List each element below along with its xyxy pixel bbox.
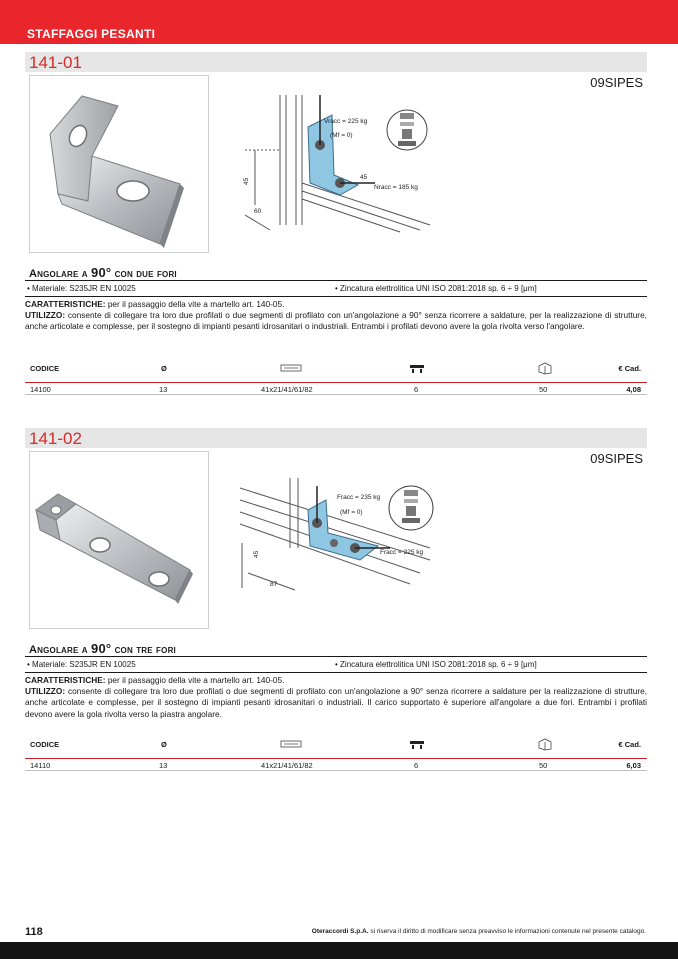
box-icon (537, 737, 553, 751)
technical-drawing (240, 478, 440, 613)
material-spec: • Materiale: S235JR EN 10025 (27, 284, 136, 293)
force-v-label: Vracc = 225 kg (324, 118, 368, 125)
dim-c-label: 60 (254, 208, 262, 215)
cell-min-pack: 6 (414, 761, 419, 770)
usage-label: UTILIZZO: (25, 686, 66, 697)
col-code: CODICE (30, 740, 60, 749)
product-code: 141-01 (29, 53, 82, 72)
product-description (25, 675, 647, 720)
product-description (25, 299, 647, 333)
page-number: 118 (25, 926, 43, 938)
finish-spec: • Zincatura elettrolitica UNI ISO 2081:2018 sp. 6 ÷ 9 [μm] (335, 284, 537, 293)
profile-icon (280, 363, 302, 373)
footer-note-text: si riserva il diritto di modificare senza preavviso le informazioni contenute nel presente catalogo. (368, 928, 646, 935)
product-photo (29, 451, 209, 629)
moment-label: (Mf = 0) (330, 132, 353, 139)
force-n-label: Fracc = 225 kg (380, 549, 424, 556)
technical-drawing (240, 95, 440, 240)
divider (25, 672, 647, 673)
cell-diameter: 13 (159, 761, 168, 770)
col-code: CODICE (30, 364, 60, 373)
characteristics-text: per il passaggio della vite a martello art. 140-05. (105, 299, 285, 309)
col-diameter: Ø (161, 740, 167, 749)
sipes-code: 09SIPES (590, 75, 643, 90)
characteristics-text: per il passaggio della vite a martello art. 140-05. (105, 675, 285, 685)
divider (25, 656, 647, 657)
usage-text: consente di collegare tra loro due profilati o due segmenti di profilato con un'angolazione a 90° senza ricorrere a saldature per la realizzazione di strutture, anche articolate e complesse, per il sostegno di impianti pesanti idrosanitari o industriali. Il carico supportato è superiore all'angolare a due fori. Entrambi i profilati devono avere la gola rivolta verso la piastra angolare. (25, 686, 647, 719)
col-price: € Cad. (618, 364, 641, 373)
divider (25, 280, 647, 281)
force-n-label: Nracc = 185 kg (374, 184, 418, 191)
category-title: STAFFAGGI PESANTI (27, 27, 156, 41)
usage-text: consente di collegare tra loro due profilati o due segmenti di profilato con un'angolazione a 90° senza ricorrere a saldature, per la realizzazione di strutture, anche articolate e complesse, per il sostegno di impianti pesanti idrosanitari o industriali. Entrambi i profilati devono avere la gola rivolta verso l'angolare. (25, 310, 647, 332)
table-row (25, 758, 647, 771)
cell-profiles: 41x21/41/61/82 (261, 761, 313, 770)
footer-disclaimer (312, 928, 646, 935)
sipes-code: 09SIPES (590, 451, 643, 466)
title-suffix: con due fori (111, 268, 177, 280)
header-bar (0, 0, 678, 44)
cell-profiles: 41x21/41/61/82 (261, 385, 313, 394)
cell-diameter: 13 (159, 385, 168, 394)
box-icon (537, 361, 553, 375)
cell-box: 50 (539, 761, 548, 770)
title-angle: 90° (91, 265, 112, 280)
bracket-three-holes-image (30, 452, 208, 628)
product-code-bar (25, 52, 647, 72)
product-title (29, 265, 177, 280)
cell-min-pack: 6 (414, 385, 419, 394)
cell-code: 14100 (30, 385, 51, 394)
col-price: € Cad. (618, 740, 641, 749)
cell-code: 14110 (30, 761, 51, 770)
material-spec: • Materiale: S235JR EN 10025 (27, 660, 136, 669)
dim-a-label: 45 (243, 177, 250, 185)
table-header (25, 732, 647, 758)
footer-bar (0, 942, 678, 959)
title-angle: 90° (91, 641, 112, 656)
dim-a-label: 45 (253, 550, 260, 558)
title-suffix: con tre fori (111, 644, 176, 656)
divider (25, 296, 647, 297)
force-v-label: Fracc = 235 kg (337, 494, 381, 501)
dim-b-label: 87 (270, 581, 278, 588)
characteristics-label: CARATTERISTICHE: (25, 299, 106, 309)
product-code-bar (25, 428, 647, 448)
title-prefix: Angolare a (29, 644, 92, 656)
table-header (25, 356, 647, 382)
footer-company: Oteraccordi S.p.A. (311, 928, 369, 935)
profile-icon (280, 739, 302, 749)
product-photo (29, 75, 209, 253)
product-code: 141-02 (29, 429, 82, 448)
cell-box: 50 (539, 385, 548, 394)
cell-price: 6,03 (626, 761, 641, 770)
moment-label: (Mf = 0) (340, 509, 363, 516)
bracket-two-holes-image (30, 76, 208, 252)
cell-price: 4,08 (626, 385, 641, 394)
table-row (25, 382, 647, 395)
dim-b-label: 45 (360, 174, 368, 181)
finish-spec: • Zincatura elettrolitica UNI ISO 2081:2018 sp. 6 ÷ 9 [μm] (335, 660, 537, 669)
usage-label: UTILIZZO: (25, 310, 66, 321)
min-pack-icon (409, 362, 425, 374)
col-diameter: Ø (161, 364, 167, 373)
min-pack-icon (409, 738, 425, 750)
characteristics-label: CARATTERISTICHE: (25, 675, 106, 685)
title-prefix: Angolare a (29, 268, 92, 280)
product-title (29, 641, 176, 656)
